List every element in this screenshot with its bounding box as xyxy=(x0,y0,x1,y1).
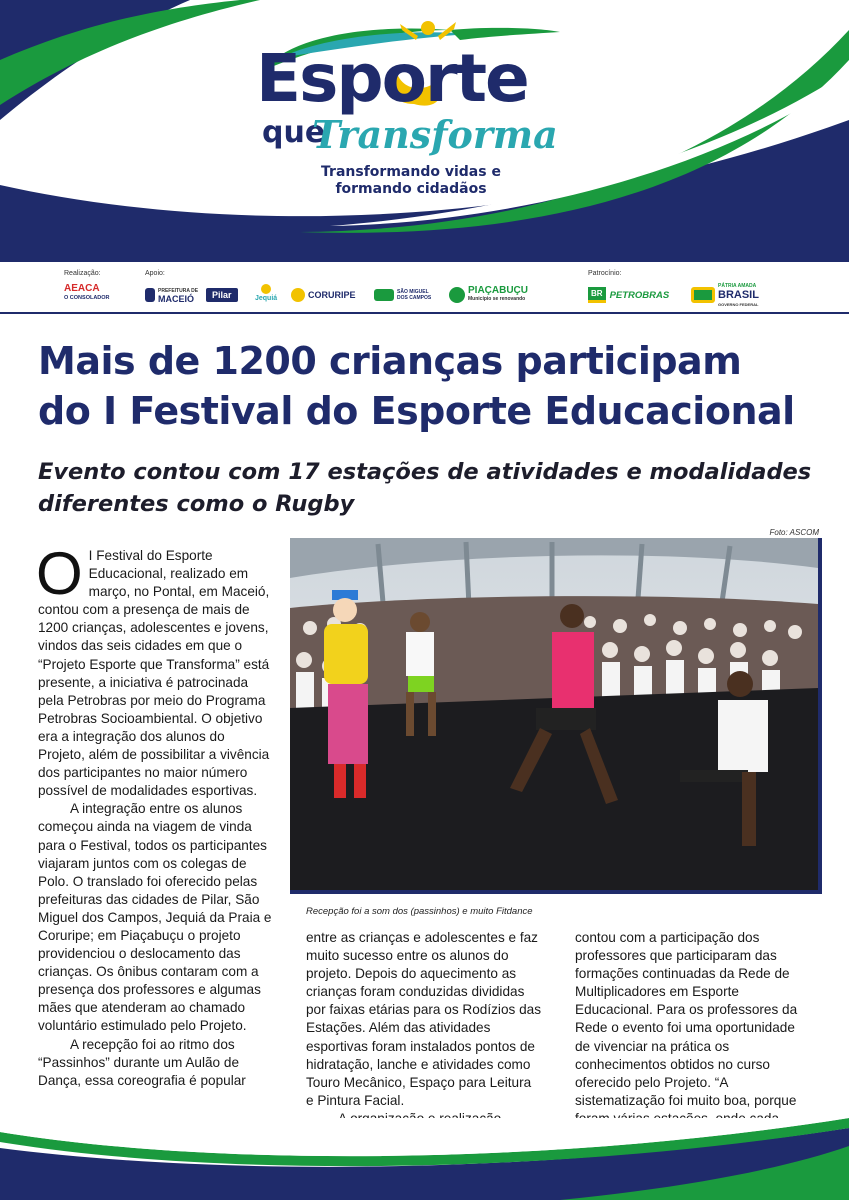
photo-credit: Foto: ASCOM xyxy=(769,528,819,537)
article-headline xyxy=(38,336,828,436)
paragraph: contou com a participação dos professores que participaram das formações continuadas da Rede de Multiplicadores em Esporte Educacional. Para os professores da Rede o evento foi uma oportunidade de vivenciar na prática os conhecimentos obtidos no curso oferecido pelo Projeto. “A sistematização foi muito boa, porque xyxy=(575,930,798,1108)
maceio-crest-icon xyxy=(145,288,155,302)
petrobras-logo: BR PETROBRAS xyxy=(588,284,669,306)
sponsors-strip xyxy=(0,262,849,314)
esporte-que-transforma-logo xyxy=(250,18,570,208)
apoio-label: Apoio: xyxy=(145,270,165,277)
piacabucu-logo: PIAÇABUÇU Município se renovando xyxy=(449,284,528,306)
article-column-1 xyxy=(36,540,274,1090)
paragraph: A integração entre os alunos começou ainda na viagem de vinda para o Festival, todos os participantes viajaram juntos com os colegas de Polo. O translado foi oferecido pelas prefeituras das cidades de Pilar, São Miguel dos Campos, Jequiá da Praia e Coruripe; em Piaçabuçu o projeto providenciou o deslocamento das crianças. Os ônibus contaram com a presença dos professores e algumas mães que atenderam ao chamado voluntário estimulado pelo Projeto. xyxy=(38,801,272,1034)
headline-line-2: do I Festival do Esporte Educacional xyxy=(38,389,795,433)
piacabucu-emblem-icon xyxy=(449,287,465,303)
governo-federal-logo: PÁTRIA AMADA BRASIL GOVERNO FEDERAL xyxy=(691,284,759,306)
header-banner xyxy=(0,0,849,262)
article-subheadline xyxy=(38,456,828,520)
drop-cap: O xyxy=(36,540,83,607)
coruripe-logo: CORURIPE xyxy=(291,284,356,306)
subhead-line-2: diferentes como o Rugby xyxy=(38,491,355,517)
subhead-line-1: Evento contou com 17 estações de atividades e modalidades xyxy=(38,459,812,485)
realizacao-label: Realização: xyxy=(64,270,101,277)
article-column-3 xyxy=(575,929,811,1146)
sao-miguel-logo: SÃO MIGUEL DOS CAMPOS xyxy=(374,284,433,306)
logo-word-esporte: Esporte xyxy=(256,40,528,117)
event-photo xyxy=(290,538,822,894)
paragraph: O I Festival do Esporte Educacional, realizado em março, no Pontal, em Maceió, contou com a presença de mais de 1200 crianças, adolescentes e jovens, vindos das seis cidades em que o “Projeto Esporte que Transforma” está presente, a iniciativa é patrocinada pela Petrobras por meio do Programa Petrobras Socioambiental. O objetivo era a integração dos alunos do Projeto, além de possibilitar a vivência dos participantes no maior número possível de modalidades esportivas. xyxy=(36,540,270,799)
footer-waves xyxy=(0,1118,849,1200)
pilar-logo: Pilar xyxy=(206,284,238,306)
sao-miguel-flag-icon xyxy=(374,289,394,301)
jequia-logo: Jequiá xyxy=(255,284,277,306)
logo-word-que: que xyxy=(262,115,326,150)
event-photo-illustration xyxy=(290,538,818,890)
photo-caption: Recepção foi a som dos (passinhos) e muito Fitdance xyxy=(306,906,533,917)
brasil-flag-icon xyxy=(691,287,715,303)
headline-line-1: Mais de 1200 crianças participam xyxy=(38,339,742,383)
maceio-logo: PREFEITURA DE MACEIÓ xyxy=(145,284,198,306)
aeaca-logo: AEACA O CONSOLADOR xyxy=(64,283,110,301)
footer-wave-shape xyxy=(0,1118,849,1200)
coruripe-sun-icon xyxy=(291,288,305,302)
logo-word-transforma: Transforma xyxy=(312,112,558,157)
paragraph: entre as crianças e adolescentes e faz muito sucesso entre os alunos do projeto. Depois do aquecimento as crianças foram conduzidas divididas por faixas etárias para os Rodízios das Estações. Além das atividades esportivas foram instalados pontos de hidratação, lanche e atividades como Touro Mecânico, Espaço para Leitura e Pintura Facial. xyxy=(306,930,541,1108)
jequia-sun-icon xyxy=(261,284,271,294)
article-column-2 xyxy=(306,929,542,1128)
paragraph: A recepção foi ao ritmo dos “Passinhos” durante um Aulão de Dança, essa coreografia é popular xyxy=(38,1036,246,1088)
patrocinio-label: Patrocínio: xyxy=(588,270,622,277)
logo-tagline: Transformando vidas e formando cidadãos xyxy=(321,164,501,197)
